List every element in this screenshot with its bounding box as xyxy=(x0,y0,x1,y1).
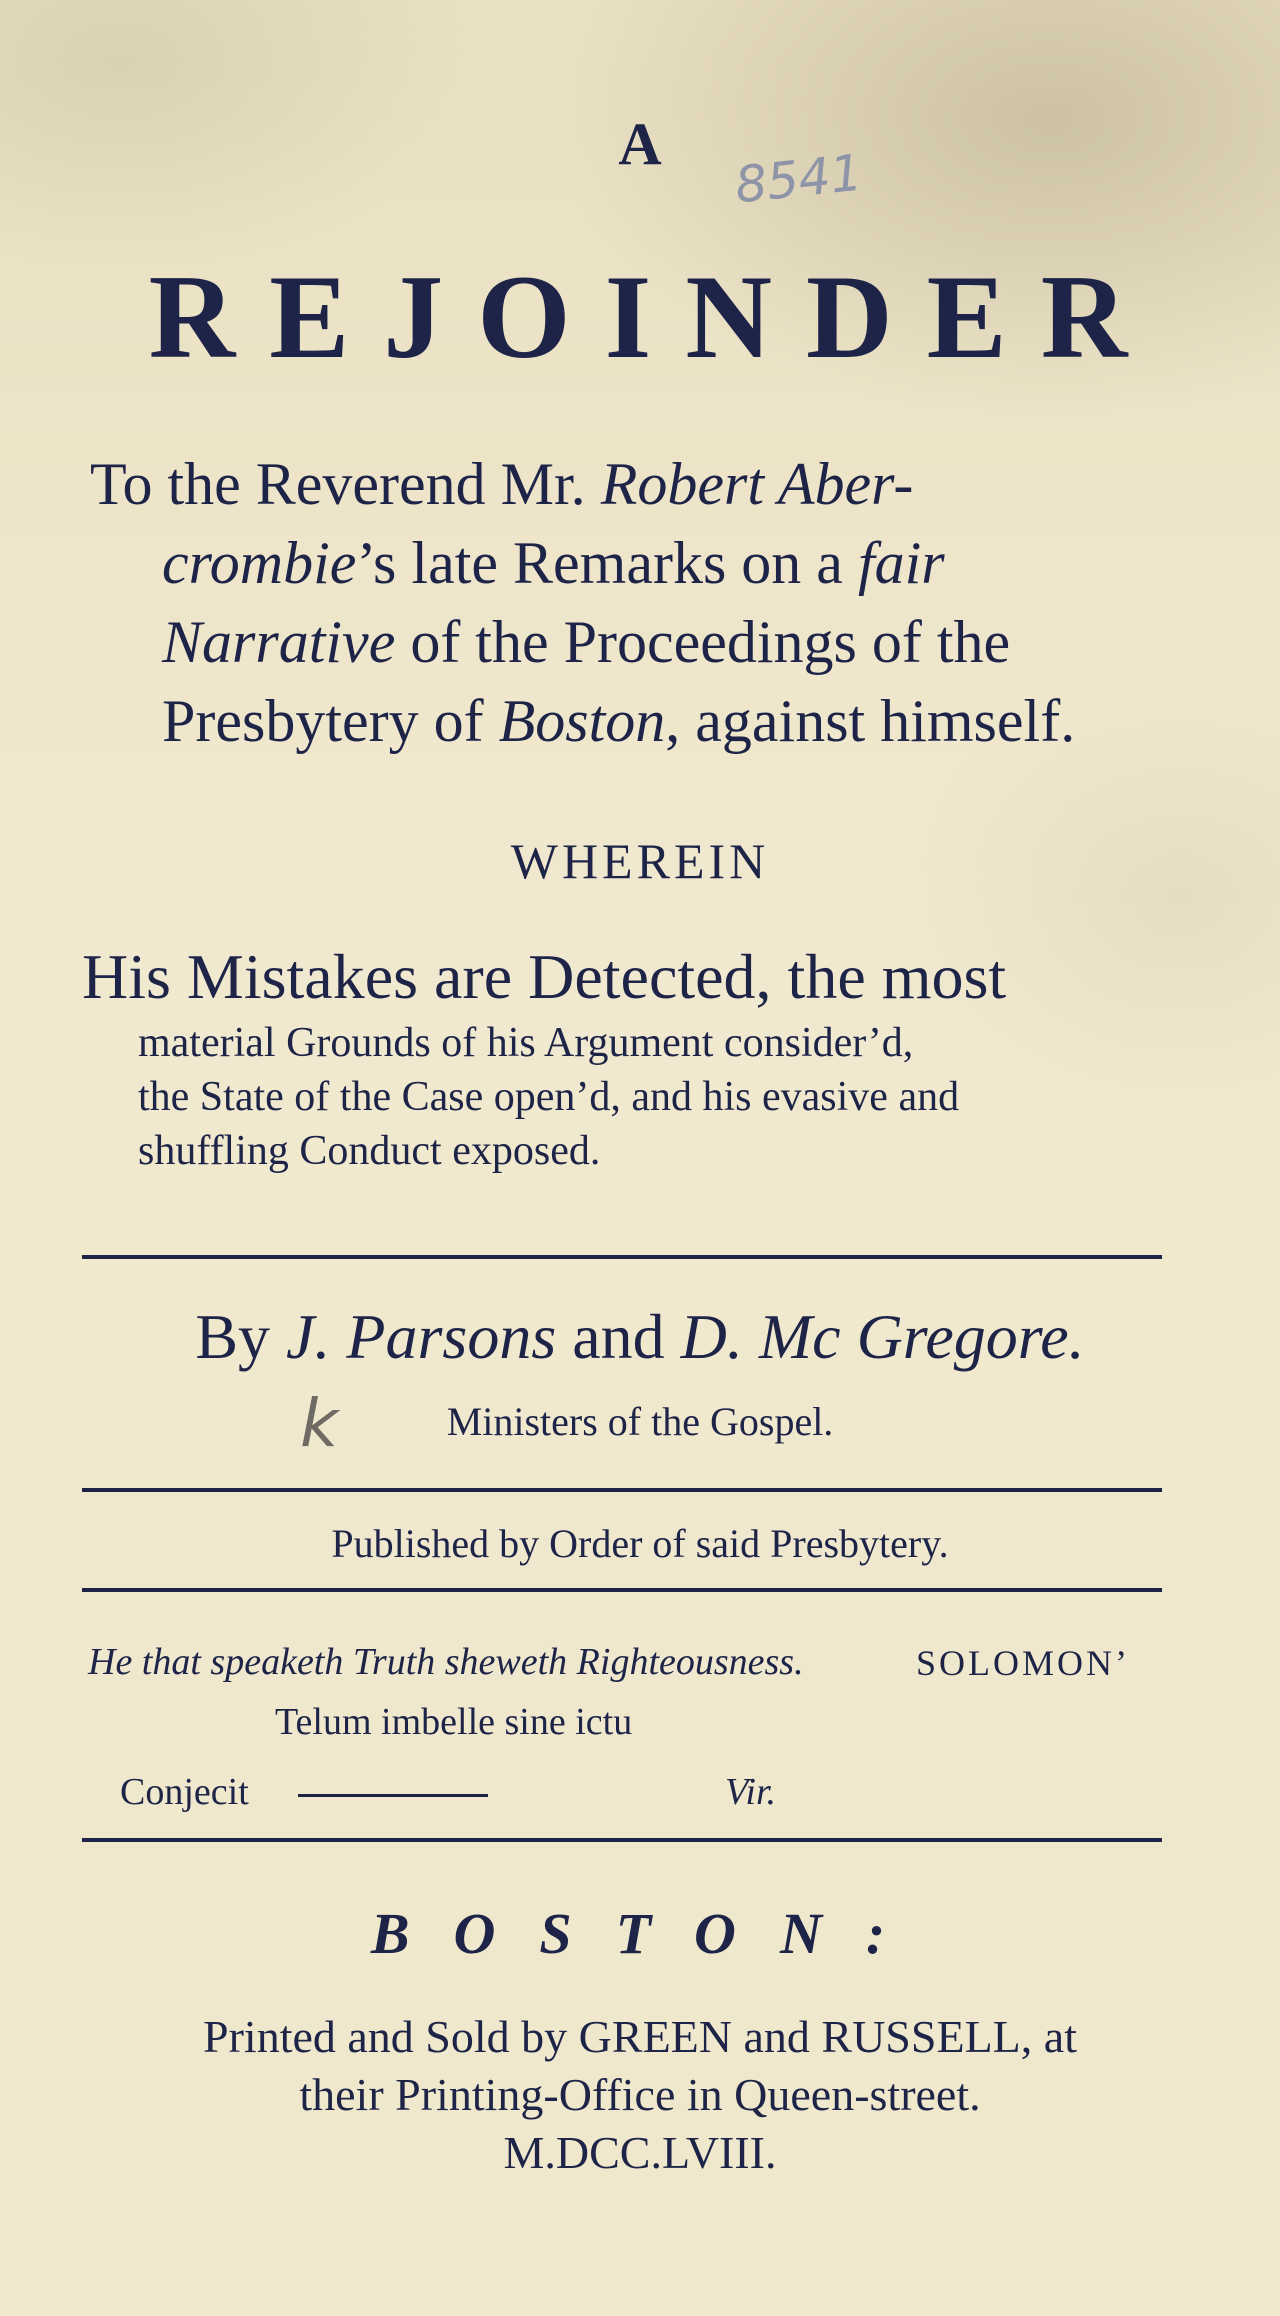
byline: By J. Parsons and D. Mc Gregore. xyxy=(195,1301,1085,1372)
author-mcgregore: D. Mc Gregore. xyxy=(680,1301,1085,1372)
divider-rule-4 xyxy=(82,1838,1162,1842)
subtitle-line-3: Narrative of the Proceedings of the xyxy=(162,609,1011,675)
imprint-line-2: their Printing-Office in Queen-street. xyxy=(299,2069,981,2120)
title-article: A xyxy=(618,111,662,177)
published-line: Published by Order of said Presbytery. xyxy=(331,1521,949,1566)
latin-dash xyxy=(298,1794,488,1797)
divider-rule-1 xyxy=(82,1255,1162,1259)
imprint-date: M.DCC.LVIII. xyxy=(503,2127,777,2178)
mistakes-description xyxy=(138,1016,1178,1178)
subtitle-line-4: Presbytery of Boston, against himself. xyxy=(162,688,1076,754)
mistakes-line-2: the State of the Case open’d, and his evasive and xyxy=(138,1074,960,1120)
imprint xyxy=(0,2008,1280,2182)
subtitle xyxy=(90,445,1190,761)
motto: He that speaketh Truth sheweth Righteousness. xyxy=(88,1641,804,1683)
mistakes-line-3: shuffling Conduct exposed. xyxy=(138,1128,601,1174)
subtitle-line-1: To the Reverend Mr. Robert Aber- xyxy=(90,451,914,517)
page-title: REJOINDER xyxy=(148,250,1162,383)
imprint-line-1: Printed and Sold by GREEN and RUSSELL, at xyxy=(203,2011,1077,2062)
divider-rule-3 xyxy=(82,1588,1162,1592)
wherein-heading: WHEREIN xyxy=(510,833,770,889)
motto-attribution: SOLOMON’ xyxy=(916,1643,1131,1683)
divider-rule-2 xyxy=(82,1488,1162,1492)
mistakes-line-1: material Grounds of his Argument consider’d, xyxy=(138,1020,914,1066)
handwritten-k-mark: k xyxy=(300,1385,339,1462)
place-of-publication: BOSTON: xyxy=(370,1901,930,1966)
ministers-line: Ministers of the Gospel. xyxy=(446,1399,834,1444)
latin-line-2-start: Conjecit xyxy=(120,1771,249,1813)
latin-line-2-end: Vir. xyxy=(725,1771,777,1813)
latin-line-1: Telum imbelle sine ictu xyxy=(275,1701,633,1743)
pencil-catalog-number: 8541 xyxy=(732,143,865,215)
subtitle-line-2: crombie’s late Remarks on a fair xyxy=(162,530,945,596)
author-parsons: J. Parsons xyxy=(286,1301,557,1372)
mistakes-first-line: His Mistakes are Detected, the most xyxy=(82,941,1007,1012)
